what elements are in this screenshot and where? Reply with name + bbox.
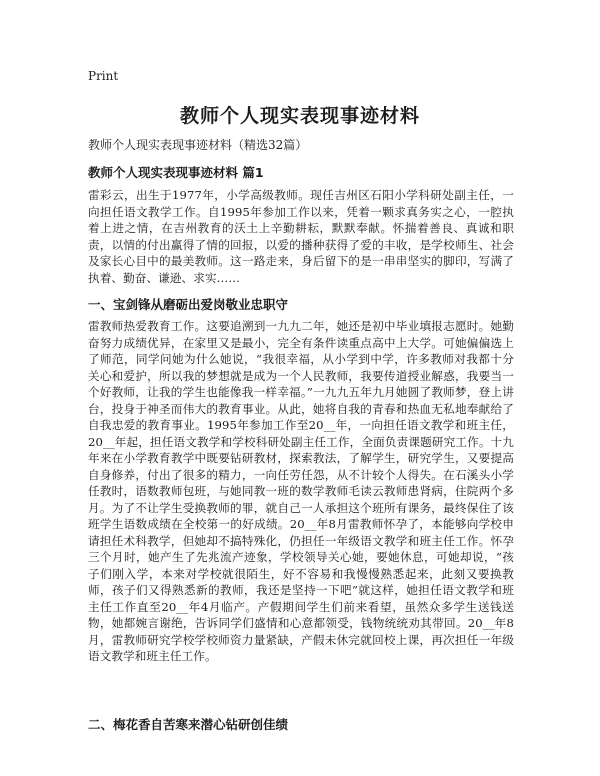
chapter-heading: 教师个人现实表现事迹材料 篇1 bbox=[88, 165, 264, 180]
document-subtitle: 教师个人现实表现事迹材料（精选32篇） bbox=[88, 138, 308, 152]
section-heading-2: 二、梅花香自苦寒来潜心钻研创佳绩 bbox=[88, 717, 289, 732]
section-heading-1: 一、宝剑锋从磨砺出爱岗敬业忠职守 bbox=[88, 297, 289, 312]
print-link[interactable]: Print bbox=[88, 69, 119, 83]
intro-paragraph bbox=[88, 187, 514, 286]
section1-text: 雷教师热爱教育工作。这要追溯到一九九二年，她还是初中毕业填报志愿时。她勤奋努力成绩优异，在家里又是最小，完全有条件读重点高中上大学。可她偏偏选上了师范，同学问她为什么她说，“我很幸福，从小学到中学，许多教师对我都十分关心和爱护，所以我的梦想就是成为一个人民教师，我要传道授业解惑，我要当一个好教师，让我的学生也能像我一样幸福。”一九九五年九月她圆了教师梦，登上讲台，投身于神圣而伟大的教育事业。从此，她将自我的青春和热血无私地奉献给了自我忠爱的教育事业。1995年参加工作至20__年，一向担任语文教学和班主任，20__年起，担任语文教学和学校科研处副主任工作，全面负责课题研究工作。十九年来在小学教育教学中既要钻研教材，探索教法，了解学生，研究学生，又要提高自身修养，付出了很多的精力，一向任劳任怨，从不计较个人得失。在石溪头小学任教时，语数教师包班，与她同教一班的数学教师毛读云教师患肾病，住院两个多月。为了不让学生受换教师的罪，就自己一人承担这个班所有课务，最终保住了该班学生语数成绩在全校第一的好成绩。20__年8月雷教师怀孕了，本能够向学校申请担任术科教学，但她却不搞特殊化，仍担任一年级语文教学和班主任工作。怀孕三个月时，她产生了先兆流产迹象，学校领导关心她，要她休息，可她却说，“孩子们刚入学，本来对学校就很陌生，好不容易和我慢慢熟悉起来，此刻又要换教师，孩子们又得熟悉新的教师，我还是坚持一下吧”就这样，她担任语文教学和班主任工作直至20__年4月临产。产假期间学生们前来看望，虽然众多学生送钱送物，她都婉言谢绝，告诉同学们盛情和心意都领受，钱物统统劝其带回。20__年8月，雷教师研究学校学校师资力量紧缺，产假未休完就回校上课，再次担任一年级语文教学和班主任工作。 bbox=[88, 319, 514, 663]
intro-text: 雷彩云，出生于1977年，小学高级教师。现任吉州区石阳小学科研处副主任，一向担任语文教学工作。自1995年参加工作以来，凭着一颗求真务实之心，一腔执着上进之情，在吉州教育的沃土上辛勤耕耘，默默奉献。怀揣着善良、真诚和职责，以情的付出赢得了情的回报，以爱的播种获得了爱的丰收，是学校师生、社会及家长心目中的最美教师。这一路走来，身后留下的是一串串坚实的脚印，写满了执着、勤奋、谦逊、求实…… bbox=[88, 188, 514, 285]
section1-paragraph bbox=[88, 318, 514, 665]
page-title: 教师个人现实表现事迹材料 bbox=[179, 105, 420, 127]
